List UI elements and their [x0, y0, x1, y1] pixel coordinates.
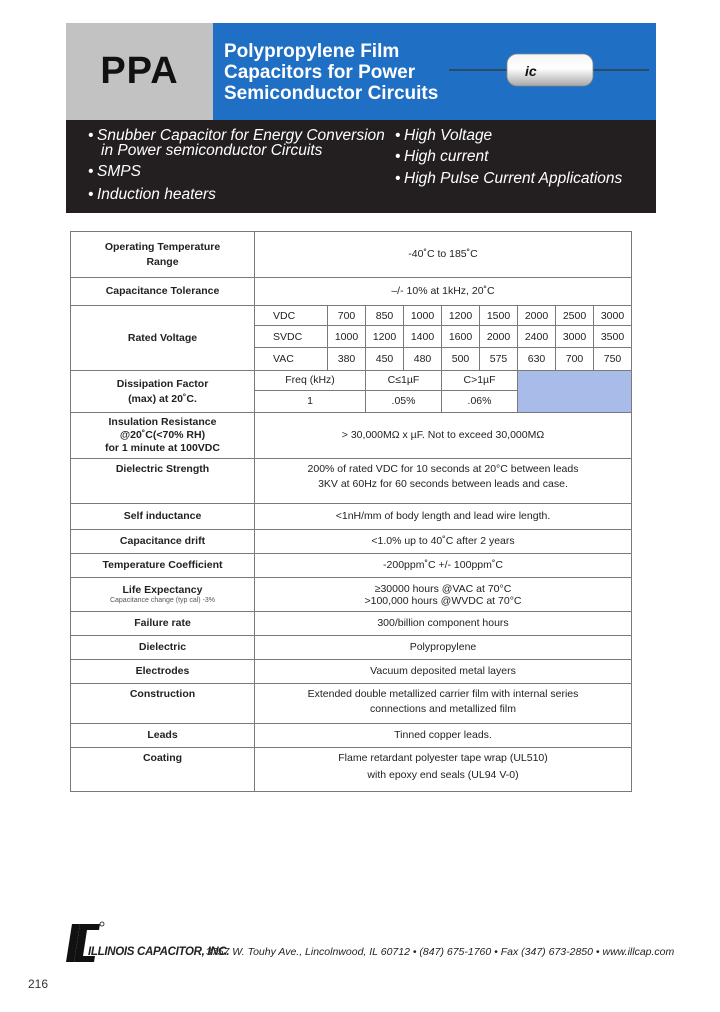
voltage-value: 1500: [480, 306, 518, 326]
voltage-value: 500: [442, 348, 480, 371]
feature-text: Induction heaters: [97, 186, 216, 203]
spec-row-dielectric-strength: [71, 459, 632, 504]
spec-value: > 30,000MΩ x µF. Not to exceed 30,000MΩ: [255, 413, 632, 459]
voltage-value: 1200: [366, 326, 404, 348]
voltage-type: SVDC: [255, 326, 328, 348]
spec-value: <1nH/mm of body length and lead wire length.: [255, 504, 632, 530]
spec-row-dielectric: [71, 636, 632, 660]
df-highlight-cell: [518, 371, 632, 413]
spec-value: Extended double metallized carrier film with internal series connections and metallized film: [255, 684, 632, 724]
feature-text: High current: [404, 148, 489, 165]
spec-label: Life Expectancy Capacitance change (typ cal) -3%: [71, 578, 255, 612]
voltage-value: 850: [366, 306, 404, 326]
features-panel: [66, 120, 656, 213]
feature-item: • SMPS: [88, 163, 141, 180]
spec-row-construction: [71, 684, 632, 724]
spec-row-coating: [71, 748, 632, 792]
series-code: PPA: [100, 50, 179, 92]
spec-label: Dielectric Strength: [71, 459, 255, 504]
company-address: 3757 W. Touhy Ave., Lincolnwood, IL 60712 • (847) 675-1760 • Fax (347) 673-2850 • www.illcap.com: [206, 946, 675, 958]
voltage-value: 2000: [518, 306, 556, 326]
voltage-value: 1200: [442, 306, 480, 326]
spec-row-capacitance-tolerance: [71, 278, 632, 306]
voltage-value: 1000: [404, 306, 442, 326]
voltage-value: 750: [594, 348, 632, 371]
voltage-value: 575: [480, 348, 518, 371]
feature-item: [101, 142, 322, 160]
spec-value: Vacuum deposited metal layers: [255, 660, 632, 684]
feature-text: in Power semiconductor Circuits: [101, 142, 323, 159]
spec-value: Polypropylene: [255, 636, 632, 660]
voltage-value: 480: [404, 348, 442, 371]
voltage-value: 2500: [556, 306, 594, 326]
feature-item: • Snubber Capacitor for Energy Conversion: [88, 127, 385, 144]
title-line-3: Semiconductor Circuits: [224, 83, 439, 104]
spec-value: 300/billion component hours: [255, 612, 632, 636]
voltage-value: 380: [328, 348, 366, 371]
df-value: 1: [255, 391, 366, 413]
feature-text: High Voltage: [404, 127, 493, 144]
specification-table: [70, 231, 632, 792]
company-name: ILLINOIS CAPACITOR, INC.: [88, 946, 230, 958]
voltage-value: 3000: [594, 306, 632, 326]
df-header: C≤1µF: [366, 371, 442, 391]
dissipation-factor-header-row: [71, 371, 632, 391]
spec-value: Tinned copper leads.: [255, 724, 632, 748]
title-line-1: Polypropylene Film: [224, 41, 400, 62]
spec-label: Coating: [71, 748, 255, 792]
df-header: Freq (kHz): [255, 371, 366, 391]
footer: [66, 920, 675, 970]
spec-label: Temperature Coefficient: [71, 554, 255, 578]
spec-row-self-inductance: [71, 504, 632, 530]
spec-row-electrodes: [71, 660, 632, 684]
voltage-value: 700: [328, 306, 366, 326]
spec-row-temperature-coefficient: [71, 554, 632, 578]
voltage-value: 3500: [594, 326, 632, 348]
spec-value: -200ppm˚C +/- 100ppm˚C: [255, 554, 632, 578]
feature-item: • Induction heaters: [88, 186, 216, 203]
spec-label: Rated Voltage: [71, 306, 255, 371]
voltage-value: 2400: [518, 326, 556, 348]
spec-sublabel: Capacitance change (typ cal) -3%: [109, 597, 216, 604]
page-number: 216: [28, 977, 49, 991]
spec-row-failure-rate: [71, 612, 632, 636]
voltage-value: 1600: [442, 326, 480, 348]
df-value: .06%: [442, 391, 518, 413]
spec-row-operating-temperature: [71, 232, 632, 278]
voltage-value: 450: [366, 348, 404, 371]
spec-row-capacitance-drift: [71, 530, 632, 554]
spec-label: Capacitance drift: [71, 530, 255, 554]
voltage-value: 1000: [328, 326, 366, 348]
voltage-type: VDC: [255, 306, 328, 326]
spec-label: Self inductance: [71, 504, 255, 530]
feature-text: Snubber Capacitor for Energy Conversion: [97, 127, 385, 144]
spec-label: Leads: [71, 724, 255, 748]
spec-value: <1.0% up to 40˚C after 2 years: [255, 530, 632, 554]
title-box: [213, 23, 656, 120]
df-value: .05%: [366, 391, 442, 413]
product-title: [224, 41, 438, 104]
feature-item: • High Voltage: [395, 127, 493, 144]
spec-label: Dissipation Factor (max) at 20˚C.: [71, 371, 255, 413]
header-banner: [66, 23, 656, 120]
spec-value: -40˚C to 185˚C: [255, 232, 632, 278]
spec-label: Construction: [71, 684, 255, 724]
df-header: C>1µF: [442, 371, 518, 391]
spec-row-life-expectancy: [71, 578, 632, 612]
spec-label: Dielectric: [71, 636, 255, 660]
voltage-value: 630: [518, 348, 556, 371]
voltage-type: VAC: [255, 348, 328, 371]
rated-voltage-row-vdc: [71, 306, 632, 326]
spec-label: Failure rate: [71, 612, 255, 636]
feature-item: • High current: [395, 148, 489, 165]
spec-label: Capacitance Tolerance: [71, 278, 255, 306]
spec-label: Electrodes: [71, 660, 255, 684]
feature-item: • High Pulse Current Applications: [395, 170, 623, 187]
spec-row-insulation-resistance: [71, 413, 632, 459]
company-logo-icon: [66, 920, 126, 966]
spec-value: –/- 10% at 1kHz, 20˚C: [255, 278, 632, 306]
spec-value: 200% of rated VDC for 10 seconds at 20°C between leads 3KV at 60Hz for 60 seconds between leads and case.: [255, 459, 632, 504]
spec-row-leads: [71, 724, 632, 748]
spec-label: Operating Temperature Range: [71, 232, 255, 278]
voltage-value: 3000: [556, 326, 594, 348]
spec-label: Insulation Resistance @20˚C(<70% RH) for 1 minute at 100VDC: [71, 413, 255, 459]
voltage-value: 2000: [480, 326, 518, 348]
voltage-value: 1400: [404, 326, 442, 348]
spec-value: ≥30000 hours @VAC at 70°C >100,000 hours @WVDC at 70°C: [255, 578, 632, 612]
capacitor-logo: ic: [525, 63, 537, 79]
series-code-box: [66, 23, 213, 120]
feature-text: High Pulse Current Applications: [404, 170, 623, 187]
spec-value: Flame retardant polyester tape wrap (UL510) with epoxy end seals (UL94 V-0): [255, 748, 632, 792]
title-line-2: Capacitors for Power: [224, 62, 416, 83]
feature-text: SMPS: [97, 163, 141, 180]
voltage-value: 700: [556, 348, 594, 371]
capacitor-image: [449, 48, 649, 93]
